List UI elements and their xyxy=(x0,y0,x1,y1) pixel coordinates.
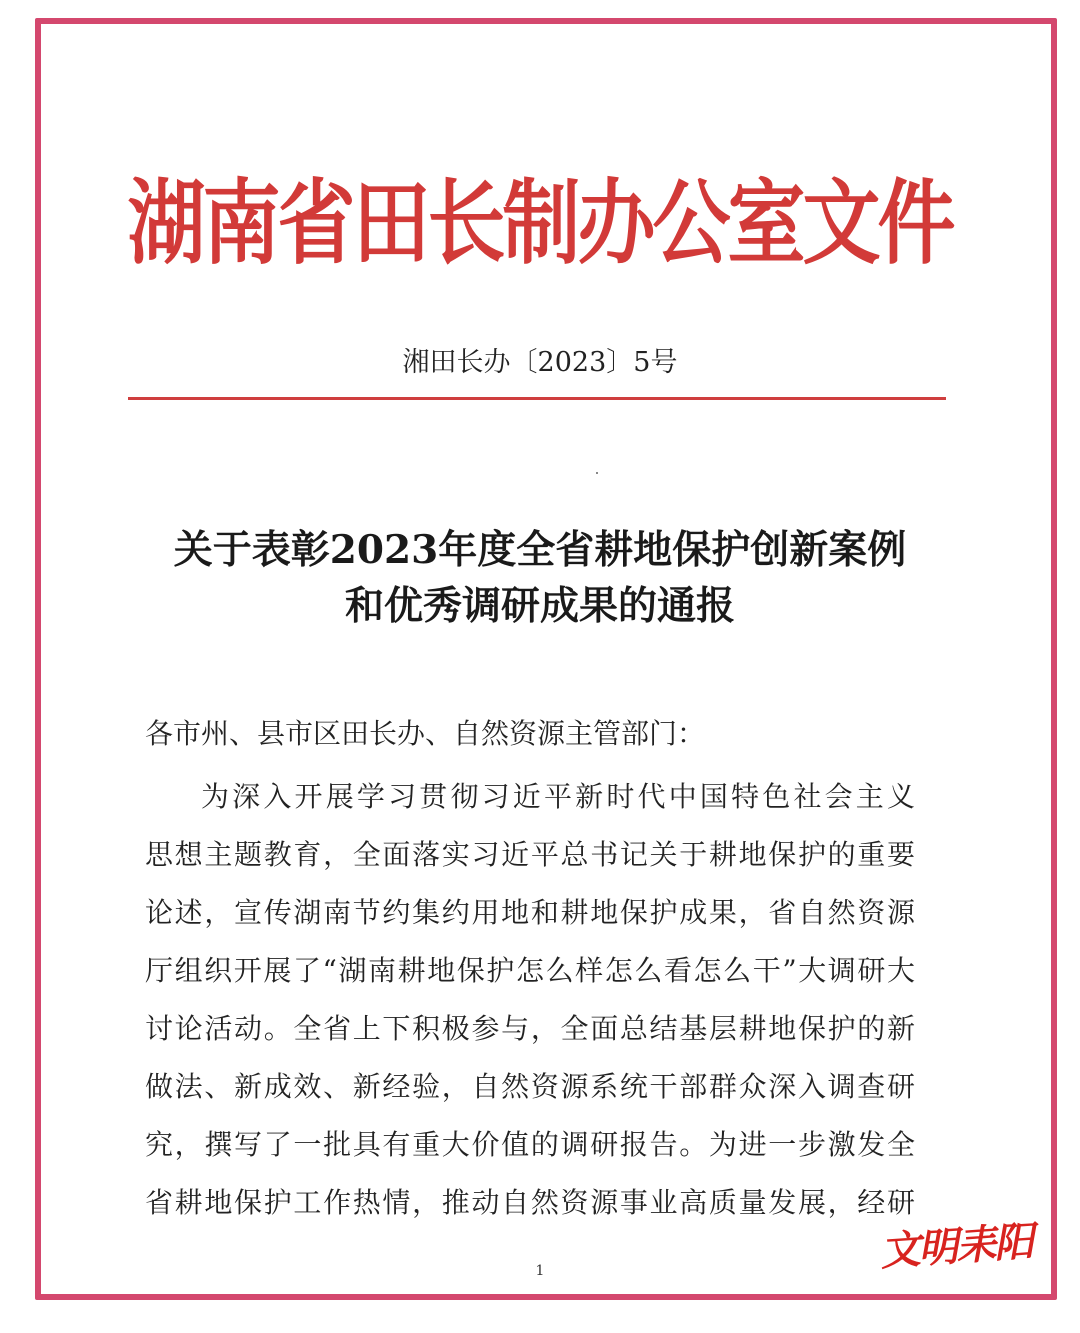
issuer-header-title: 湖南省田长制办公室文件 xyxy=(127,170,953,278)
body-line: 讨论活动。全省上下积极参与，全面总结基层耕地保护的新 xyxy=(145,1012,915,1045)
calligraphy-watermark: 文明耒阳 xyxy=(878,1217,1034,1276)
body-paragraph xyxy=(145,768,935,1232)
document-title-line-2: 和优秀调研成果的通报 xyxy=(344,583,735,629)
document-title xyxy=(0,522,1080,634)
body-line: 省耕地保护工作热情，推动自然资源事业高质量发展，经研 xyxy=(145,1186,915,1219)
body-line: 究，撰写了一批具有重大价值的调研报告。为进一步激发全 xyxy=(145,1128,915,1161)
document-title-line-1: 关于表彰2023年度全省耕地保护创新案例 xyxy=(173,527,907,573)
body-line: 厅组织开展了“湖南耕地保护怎么样怎么看怎么干”大调研大 xyxy=(145,954,915,987)
body-line: 论述，宣传湖南节约集约用地和耕地保护成果，省自然资源 xyxy=(145,896,915,929)
page-number: 1 xyxy=(535,1263,545,1279)
body-line: 思想主题教育，全面落实习近平总书记关于耕地保护的重要 xyxy=(145,838,915,871)
red-divider-line xyxy=(128,397,946,400)
body-line: 做法、新成效、新经验，自然资源系统干部群众深入调查研 xyxy=(145,1070,915,1103)
body-line: 为深入开展学习贯彻习近平新时代中国特色社会主义 xyxy=(201,780,915,813)
document-number: 湘田长办〔2023〕5号 xyxy=(402,347,678,378)
scan-speck xyxy=(596,472,598,474)
addressee-line: 各市州、县市区田长办、自然资源主管部门： xyxy=(145,717,706,750)
